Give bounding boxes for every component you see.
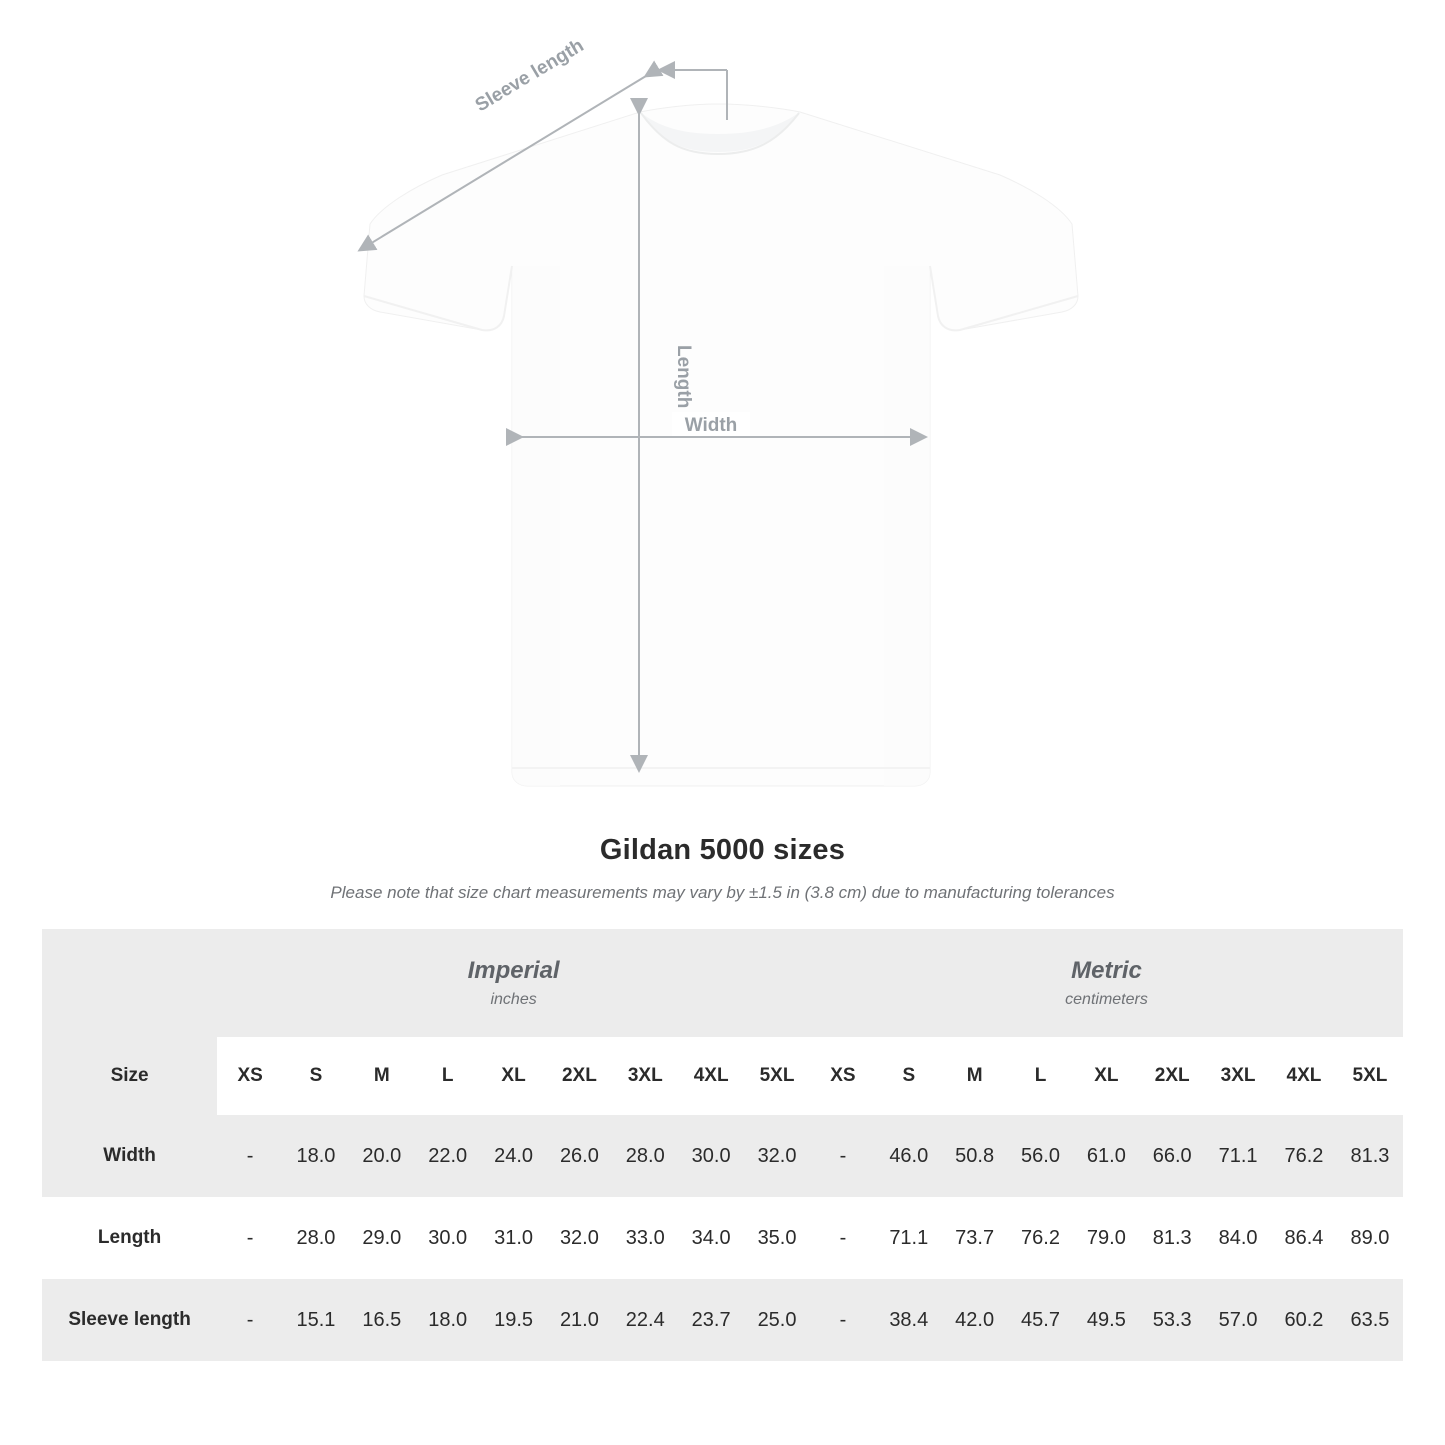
cell-length-imperial-2xl: 32.0 (546, 1197, 612, 1279)
cell-sleeve-imperial-xl: 19.5 (481, 1279, 547, 1361)
size-header-imperial-l: L (415, 1037, 481, 1115)
size-header-row (42, 1037, 1403, 1115)
cell-sleeve-metric-xs: - (810, 1279, 876, 1361)
size-header-imperial-4xl: 4XL (678, 1037, 744, 1115)
unit-sub-imperial: inches (490, 991, 537, 1008)
size-header-imperial-2xl: 2XL (546, 1037, 612, 1115)
cell-length-imperial-5xl: 35.0 (744, 1197, 810, 1279)
cell-width-metric-m: 50.8 (942, 1115, 1008, 1197)
cell-width-metric-xl: 61.0 (1073, 1115, 1139, 1197)
unit-header-imperial (217, 929, 810, 1037)
cell-sleeve-imperial-xs: - (217, 1279, 283, 1361)
size-header-imperial-xl: XL (481, 1037, 547, 1115)
cell-sleeve-metric-m: 42.0 (942, 1279, 1008, 1361)
tshirt-shape (364, 104, 1078, 786)
cell-length-imperial-s: 28.0 (283, 1197, 349, 1279)
size-header-metric-4xl: 4XL (1271, 1037, 1337, 1115)
cell-width-metric-xs: - (810, 1115, 876, 1197)
row-label-length: Length (42, 1197, 217, 1279)
cell-length-metric-xl: 79.0 (1073, 1197, 1139, 1279)
cell-length-imperial-xs: - (217, 1197, 283, 1279)
cell-length-imperial-xl: 31.0 (481, 1197, 547, 1279)
cell-sleeve-metric-5xl: 63.5 (1337, 1279, 1403, 1361)
cell-length-imperial-4xl: 34.0 (678, 1197, 744, 1279)
cell-width-metric-4xl: 76.2 (1271, 1115, 1337, 1197)
size-header-metric-xl: XL (1073, 1037, 1139, 1115)
row-label-width: Width (42, 1115, 217, 1197)
size-header-label: Size (42, 1037, 217, 1115)
cell-width-imperial-3xl: 28.0 (612, 1115, 678, 1197)
table-row (42, 1279, 1403, 1361)
cell-length-metric-m: 73.7 (942, 1197, 1008, 1279)
cell-width-imperial-5xl: 32.0 (744, 1115, 810, 1197)
size-table-wrapper (42, 929, 1403, 1361)
tolerance-note: Please note that size chart measurements may vary by ±1.5 in (3.8 cm) due to manufacturing tolerances (330, 883, 1115, 902)
row-label-sleeve-length: Sleeve length (42, 1279, 217, 1361)
table-row (42, 1197, 1403, 1279)
cell-length-metric-2xl: 81.3 (1139, 1197, 1205, 1279)
cell-sleeve-imperial-m: 16.5 (349, 1279, 415, 1361)
cell-sleeve-metric-l: 45.7 (1008, 1279, 1074, 1361)
cell-sleeve-metric-2xl: 53.3 (1139, 1279, 1205, 1361)
unit-header-spacer (42, 929, 217, 1037)
cell-sleeve-metric-s: 38.4 (876, 1279, 942, 1361)
size-header-metric-2xl: 2XL (1139, 1037, 1205, 1115)
cell-width-imperial-xl: 24.0 (481, 1115, 547, 1197)
cell-width-imperial-s: 18.0 (283, 1115, 349, 1197)
cell-length-imperial-m: 29.0 (349, 1197, 415, 1279)
cell-sleeve-imperial-l: 18.0 (415, 1279, 481, 1361)
page-title: Gildan 5000 sizes (599, 834, 846, 866)
cell-sleeve-imperial-2xl: 21.0 (546, 1279, 612, 1361)
size-header-metric-s: S (876, 1037, 942, 1115)
cell-length-imperial-3xl: 33.0 (612, 1197, 678, 1279)
cell-sleeve-imperial-5xl: 25.0 (744, 1279, 810, 1361)
size-header-metric-3xl: 3XL (1205, 1037, 1271, 1115)
cell-width-metric-s: 46.0 (876, 1115, 942, 1197)
length-label: Length (673, 345, 694, 409)
cell-sleeve-metric-3xl: 57.0 (1205, 1279, 1271, 1361)
cell-width-metric-3xl: 71.1 (1205, 1115, 1271, 1197)
size-header-metric-5xl: 5XL (1337, 1037, 1403, 1115)
cell-length-metric-5xl: 89.0 (1337, 1197, 1403, 1279)
title-block (0, 834, 1445, 903)
size-header-metric-m: M (942, 1037, 1008, 1115)
size-header-metric-xs: XS (810, 1037, 876, 1115)
size-header-imperial-3xl: 3XL (612, 1037, 678, 1115)
cell-width-imperial-xs: - (217, 1115, 283, 1197)
cell-width-imperial-m: 20.0 (349, 1115, 415, 1197)
unit-header-metric (810, 929, 1403, 1037)
unit-header-row (42, 929, 1403, 1037)
cell-width-imperial-4xl: 30.0 (678, 1115, 744, 1197)
cell-width-metric-l: 56.0 (1008, 1115, 1074, 1197)
cell-length-metric-xs: - (810, 1197, 876, 1279)
sleeve-length-label: Sleeve length (471, 35, 588, 117)
size-header-imperial-m: M (349, 1037, 415, 1115)
size-header-metric-l: L (1008, 1037, 1074, 1115)
cell-length-imperial-l: 30.0 (415, 1197, 481, 1279)
cell-width-metric-2xl: 66.0 (1139, 1115, 1205, 1197)
cell-sleeve-imperial-4xl: 23.7 (678, 1279, 744, 1361)
cell-length-metric-3xl: 84.0 (1205, 1197, 1271, 1279)
cell-sleeve-metric-xl: 49.5 (1073, 1279, 1139, 1361)
table-row (42, 1115, 1403, 1197)
width-label: Width (684, 415, 738, 436)
size-header-imperial-xs: XS (217, 1037, 283, 1115)
cell-sleeve-imperial-3xl: 22.4 (612, 1279, 678, 1361)
size-table (42, 929, 1403, 1361)
unit-name-imperial: Imperial (467, 957, 560, 984)
cell-width-metric-5xl: 81.3 (1337, 1115, 1403, 1197)
cell-width-imperial-l: 22.0 (415, 1115, 481, 1197)
cell-length-metric-s: 71.1 (876, 1197, 942, 1279)
cell-width-imperial-2xl: 26.0 (546, 1115, 612, 1197)
size-header-imperial-5xl: 5XL (744, 1037, 810, 1115)
unit-sub-metric: centimeters (1065, 991, 1148, 1008)
cell-sleeve-imperial-s: 15.1 (283, 1279, 349, 1361)
unit-name-metric: Metric (1071, 957, 1142, 984)
cell-length-metric-4xl: 86.4 (1271, 1197, 1337, 1279)
size-header-imperial-s: S (283, 1037, 349, 1115)
cell-length-metric-l: 76.2 (1008, 1197, 1074, 1279)
cell-sleeve-metric-4xl: 60.2 (1271, 1279, 1337, 1361)
